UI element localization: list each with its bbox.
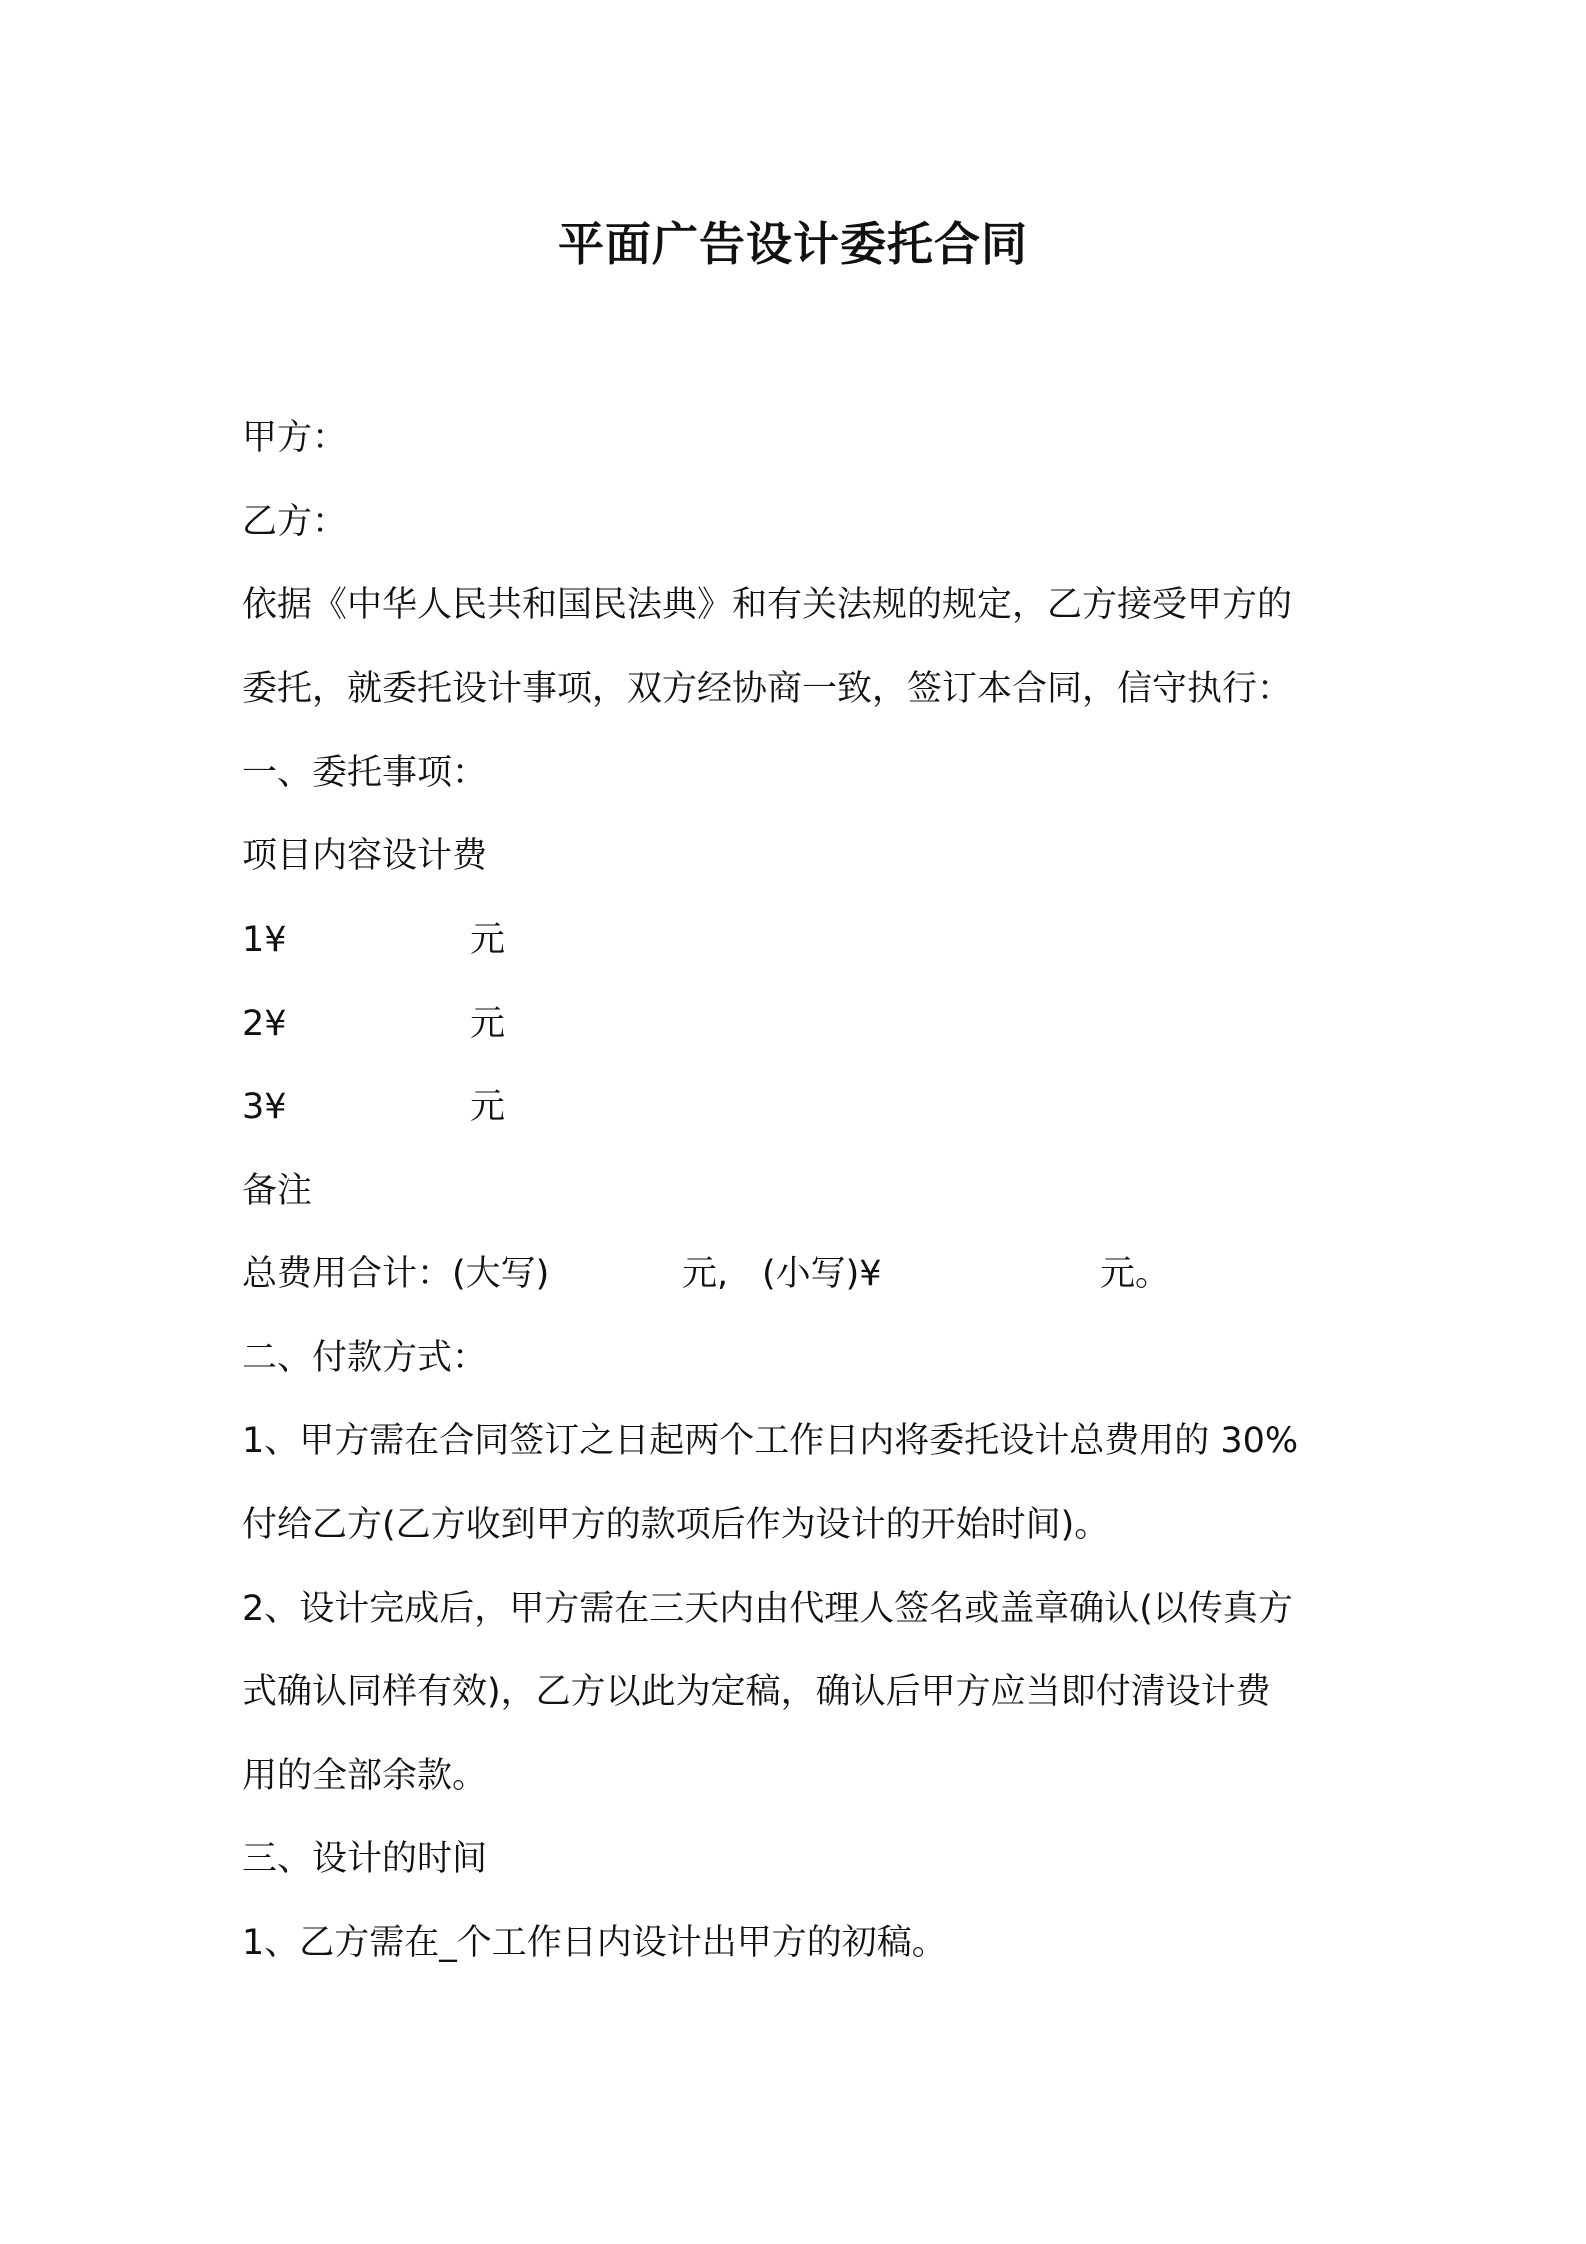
fee-item-row-3 [242, 1082, 506, 1132]
preamble-line-1: 依据《中华人民共和国民法典》和有关法规的规定，乙方接受甲方的 [242, 585, 1293, 625]
currency-symbol: ¥ [264, 1004, 287, 1044]
total-fee-unit-1: 元, [682, 1254, 729, 1294]
party-a-label: 甲方： [242, 418, 348, 458]
currency-symbol: ¥ [264, 1087, 287, 1127]
table-header: 项目内容设计费 [242, 836, 488, 876]
design-time-clause-1: 1、乙方需在_个工作日内设计出甲方的初稿。 [242, 1923, 947, 1963]
payment-clause-1-line-2: 付给乙方(乙方收到甲方的款项后作为设计的开始时间)。 [242, 1505, 1110, 1545]
currency-symbol: ¥ [264, 920, 287, 960]
section1-heading: 一、委托事项： [242, 753, 488, 793]
total-fee-line [242, 1249, 1342, 1299]
item-unit: 元 [470, 1087, 506, 1127]
remark-label: 备注 [242, 1171, 313, 1211]
payment-clause-2-line-1: 2、设计完成后，甲方需在三天内由代理人签名或盖章确认(以传真方 [242, 1589, 1293, 1629]
section2-heading: 二、付款方式： [242, 1338, 488, 1378]
party-b-label: 乙方： [242, 502, 348, 542]
total-fee-label: 总费用合计：(大写) [242, 1254, 550, 1294]
payment-clause-2-line-3: 用的全部余款。 [242, 1756, 488, 1796]
payment-clause-2-line-2: 式确认同样有效)，乙方以此为定稿，确认后甲方应当即付清设计费 [242, 1672, 1271, 1712]
item-unit: 元 [470, 920, 506, 960]
preamble-line-2: 委托，就委托设计事项，双方经协商一致，签订本合同，信守执行： [242, 669, 1293, 709]
item-number: 2 [242, 1004, 265, 1044]
document-title: 平面广告设计委托合同 [558, 217, 1028, 271]
item-number: 3 [242, 1087, 265, 1127]
item-unit: 元 [470, 1004, 506, 1044]
fee-item-row-1 [242, 915, 506, 965]
payment-clause-1-line-1: 1、甲方需在合同签订之日起两个工作日内将委托设计总费用的 30% [242, 1421, 1299, 1461]
total-fee-unit-2: 元。 [1100, 1254, 1171, 1294]
item-number: 1 [242, 920, 265, 960]
section3-heading: 三、设计的时间 [242, 1839, 488, 1879]
fee-item-row-2 [242, 999, 506, 1049]
total-fee-small-label: (小写)¥ [762, 1254, 882, 1294]
